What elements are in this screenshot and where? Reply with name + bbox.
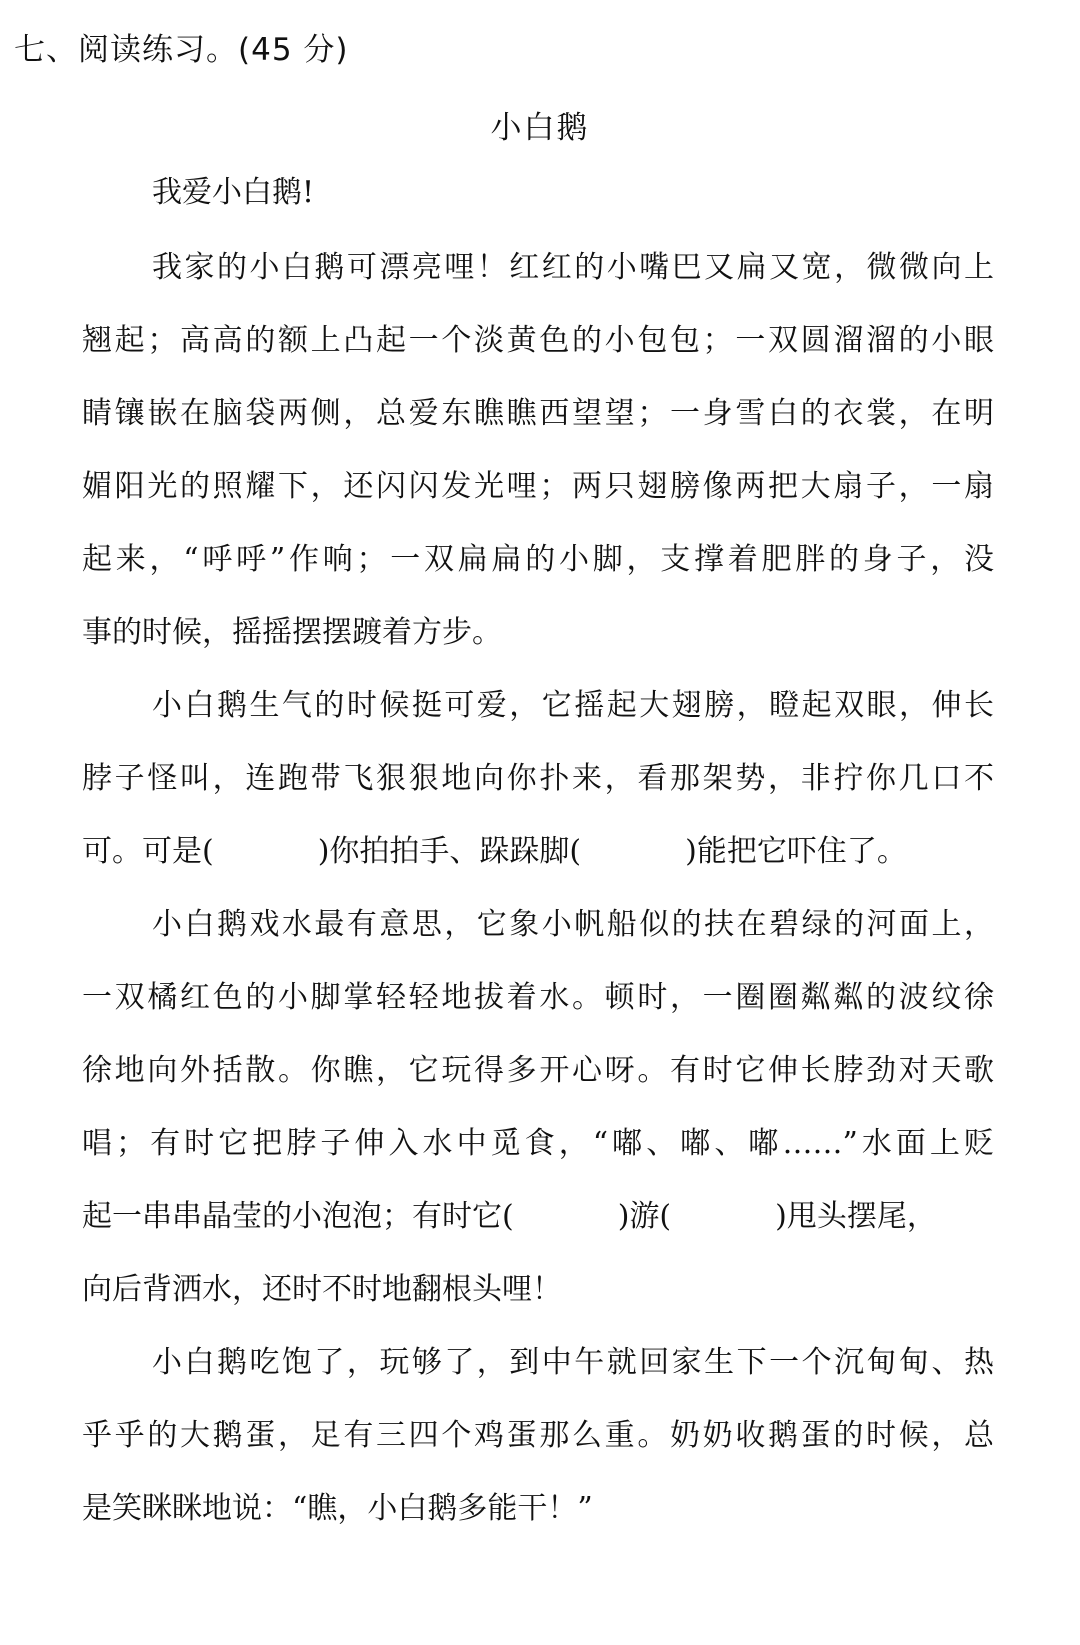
passage-line: 媚阳光的照耀下，还闪闪发光哩；两只翅膀像两把大扇子，一扇 [82,469,994,504]
passage-line: 事的时候，摇摇摆摆踱着方步。 [82,615,502,650]
line-segment: )能把它吓住了。 [685,834,907,869]
passage-line: 我家的小白鹅可漂亮哩！红红的小嘴巴又扁又宽，微微向上 [152,250,994,285]
passage-line: 小白鹅生气的时候挺可爱，它摇起大翅膀，瞪起双眼，伸长 [152,688,994,723]
line-segment: )你拍拍手、跺跺脚( [317,834,582,869]
passage-line: 小白鹅吃饱了，玩够了，到中午就回家生下一个沉甸甸、热 [152,1345,994,1380]
passage-line: 翘起；高高的额上凸起一个淡黄色的小包包；一双圆溜溜的小眼 [82,323,994,358]
passage-line-with-blanks [82,1189,994,1245]
passage-line: 脖子怪叫，连跑带飞狠狠地向你扑来，看那架势，非拧你几口不 [82,761,994,796]
passage-line: 是笑眯眯地说：“瞧，小白鹅多能干！” [82,1491,593,1526]
passage-line: 睛镶嵌在脑袋两侧，总爱东瞧瞧西望望；一身雪白的衣裳，在明 [82,396,994,431]
passage-title: 小白鹅 [490,110,590,146]
passage-line: 向后背洒水，还时不时地翻根头哩！ [82,1272,562,1307]
passage-line: 唱；有时它把脖子伸入水中觅食，“嘟、嘟、嘟……”水面上贬 [82,1126,994,1161]
passage-line-with-blanks [82,824,994,880]
passage-line: 小白鹅戏水最有意思，它象小帆船似的扶在碧绿的河面上， [152,907,994,942]
line-segment: 可。可是( [82,834,214,869]
passage-line: 起来，“呼呼”作响；一双扁扁的小脚，支撑着肥胖的身子，没 [82,542,994,577]
passage-line: 徐地向外括散。你瞧，它玩得多开心呀。有时它伸长脖劲对天歌 [82,1053,994,1088]
passage-line: 乎乎的大鹅蛋，足有三四个鸡蛋那么重。奶奶收鹅蛋的时候，总 [82,1418,994,1453]
line-segment: 起一串串晶莹的小泡泡；有时它( [82,1199,514,1234]
section-heading: 七、阅读练习。(45 分) [14,32,349,68]
passage-line: 我爱小白鹅! [152,175,315,210]
line-segment: )游( [617,1199,672,1234]
passage-line: 一双橘红色的小脚掌轻轻地拔着水。顿时，一圈圈粼粼的波纹徐 [82,980,994,1015]
line-segment: )甩头摆尾， [775,1199,937,1234]
